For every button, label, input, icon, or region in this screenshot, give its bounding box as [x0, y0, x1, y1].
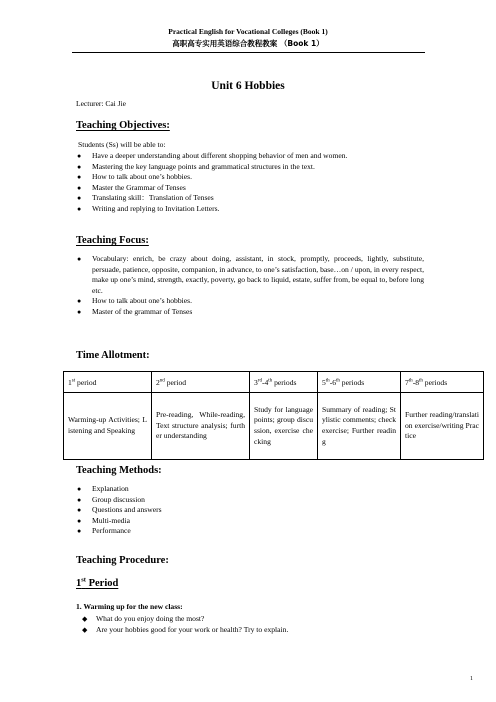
bullet-dot-icon: ● [77, 255, 82, 263]
table-cell: Study for language points; group discussion, exercise checking [250, 393, 318, 460]
bullet-dot-icon: ● [77, 297, 82, 306]
bullet-dot-icon: ● [77, 152, 82, 160]
table-cell: Pre-reading, While-reading, Text structure analysis; further understanding [152, 393, 250, 460]
methods-heading: Teaching Methods: [76, 465, 162, 476]
focus-list [76, 254, 424, 318]
lecturer-line: Lecturer: Cai Jie [76, 99, 126, 108]
objectives-heading: Teaching Objectives: [76, 120, 170, 131]
focus-item: ● Vocabulary: enrich, be crazy about doing, assistant, in stock, promptly, proceeds, lightly, substitute, persuade, patience, opposite, companion, in advance, to one’s satisfaction, base…on / upon, in every respect, make up one’s mind, strength, exactly, poverty, go back to liquid, estate, suffer from, be equal to, before long etc. [77, 254, 424, 295]
bullet-dot-icon: ● [77, 506, 82, 515]
warmup-questions [82, 614, 288, 635]
bullet-dot-icon: ● [77, 194, 82, 203]
bullet-dot-icon: ● [77, 307, 82, 316]
table-cell: Summary of reading; Stylistic comments; check exercise; Further reading [318, 393, 401, 460]
warmup-question: ◆ Are your hobbies good for your work or health? Try to explain. [82, 624, 289, 634]
running-header-english: Practical English for Vocational Colleges (Book 1) [168, 27, 328, 36]
bullet-dot-icon: ● [77, 495, 82, 504]
warmup-step-title: 1. Warming up for the new class: [76, 602, 183, 611]
focus-item: ● How to talk about one’s hobbies. [77, 296, 192, 306]
period-heading: 1st Period [76, 576, 119, 589]
table-row [64, 393, 484, 460]
bullet-dot-icon: ● [77, 516, 82, 525]
objective-item: ● Mastering the key language points and grammatical structures in the text. [77, 161, 315, 171]
objective-item: ● How to talk about one’s hobbies. [77, 172, 192, 182]
objective-item: ● Translating skill：Translation of Tenses [77, 193, 214, 203]
bullet-dot-icon: ● [77, 162, 82, 171]
table-cell: Further reading/translation exercise/writing Practice [401, 393, 484, 460]
diamond-bullet-icon: ◆ [82, 615, 88, 623]
method-item: ● Questions and answers [77, 505, 162, 515]
method-item: ● Group discussion [77, 494, 145, 504]
objective-item: ● Writing and replying to Invitation Letters. [77, 203, 220, 213]
method-item: ● Performance [77, 526, 131, 536]
warmup-question: ◆ What do you enjoy doing the most? [82, 614, 205, 623]
methods-list [76, 484, 424, 537]
procedure-heading: Teaching Procedure: [76, 555, 169, 566]
running-header-chinese: 高职高专实用英语综合教程教案 （Book 1） [172, 39, 324, 48]
header-rule [72, 52, 425, 53]
objectives-intro: Students (Ss) will be able to: [78, 140, 166, 149]
allotment-heading: Time Allotment: [76, 350, 150, 361]
objectives-list [76, 151, 424, 215]
page-number: 1 [470, 676, 473, 682]
bullet-dot-icon: ● [77, 485, 82, 493]
table-cell: Warming-up Activities; Listening and Speaking [64, 393, 152, 460]
bullet-dot-icon: ● [77, 527, 82, 536]
method-item: ● Explanation [77, 484, 129, 493]
table-header-cell: 3rd-4th periods [250, 372, 318, 393]
objective-item: ● Master the Grammar of Tenses [77, 182, 186, 192]
unit-title: Unit 6 Hobbies [211, 80, 285, 92]
method-item: ● Multi-media [77, 515, 130, 525]
time-allotment-table [63, 371, 484, 460]
diamond-bullet-icon: ◆ [82, 625, 88, 634]
table-header-cell: 5th-6th periods [318, 372, 401, 393]
objective-item: ● Have a deeper understanding about different shopping behavior of men and women. [77, 151, 348, 160]
table-header-cell: 1st period [64, 372, 152, 393]
focus-heading: Teaching Focus: [76, 235, 149, 246]
bullet-dot-icon: ● [77, 183, 82, 192]
table-header-cell: 7th-8th periods [401, 372, 484, 393]
bullet-dot-icon: ● [77, 204, 82, 213]
table-header-row [64, 372, 484, 393]
table-header-cell: 2nd period [152, 372, 250, 393]
bullet-dot-icon: ● [77, 173, 82, 182]
focus-item: ● Master of the grammar of Tenses [77, 306, 193, 316]
